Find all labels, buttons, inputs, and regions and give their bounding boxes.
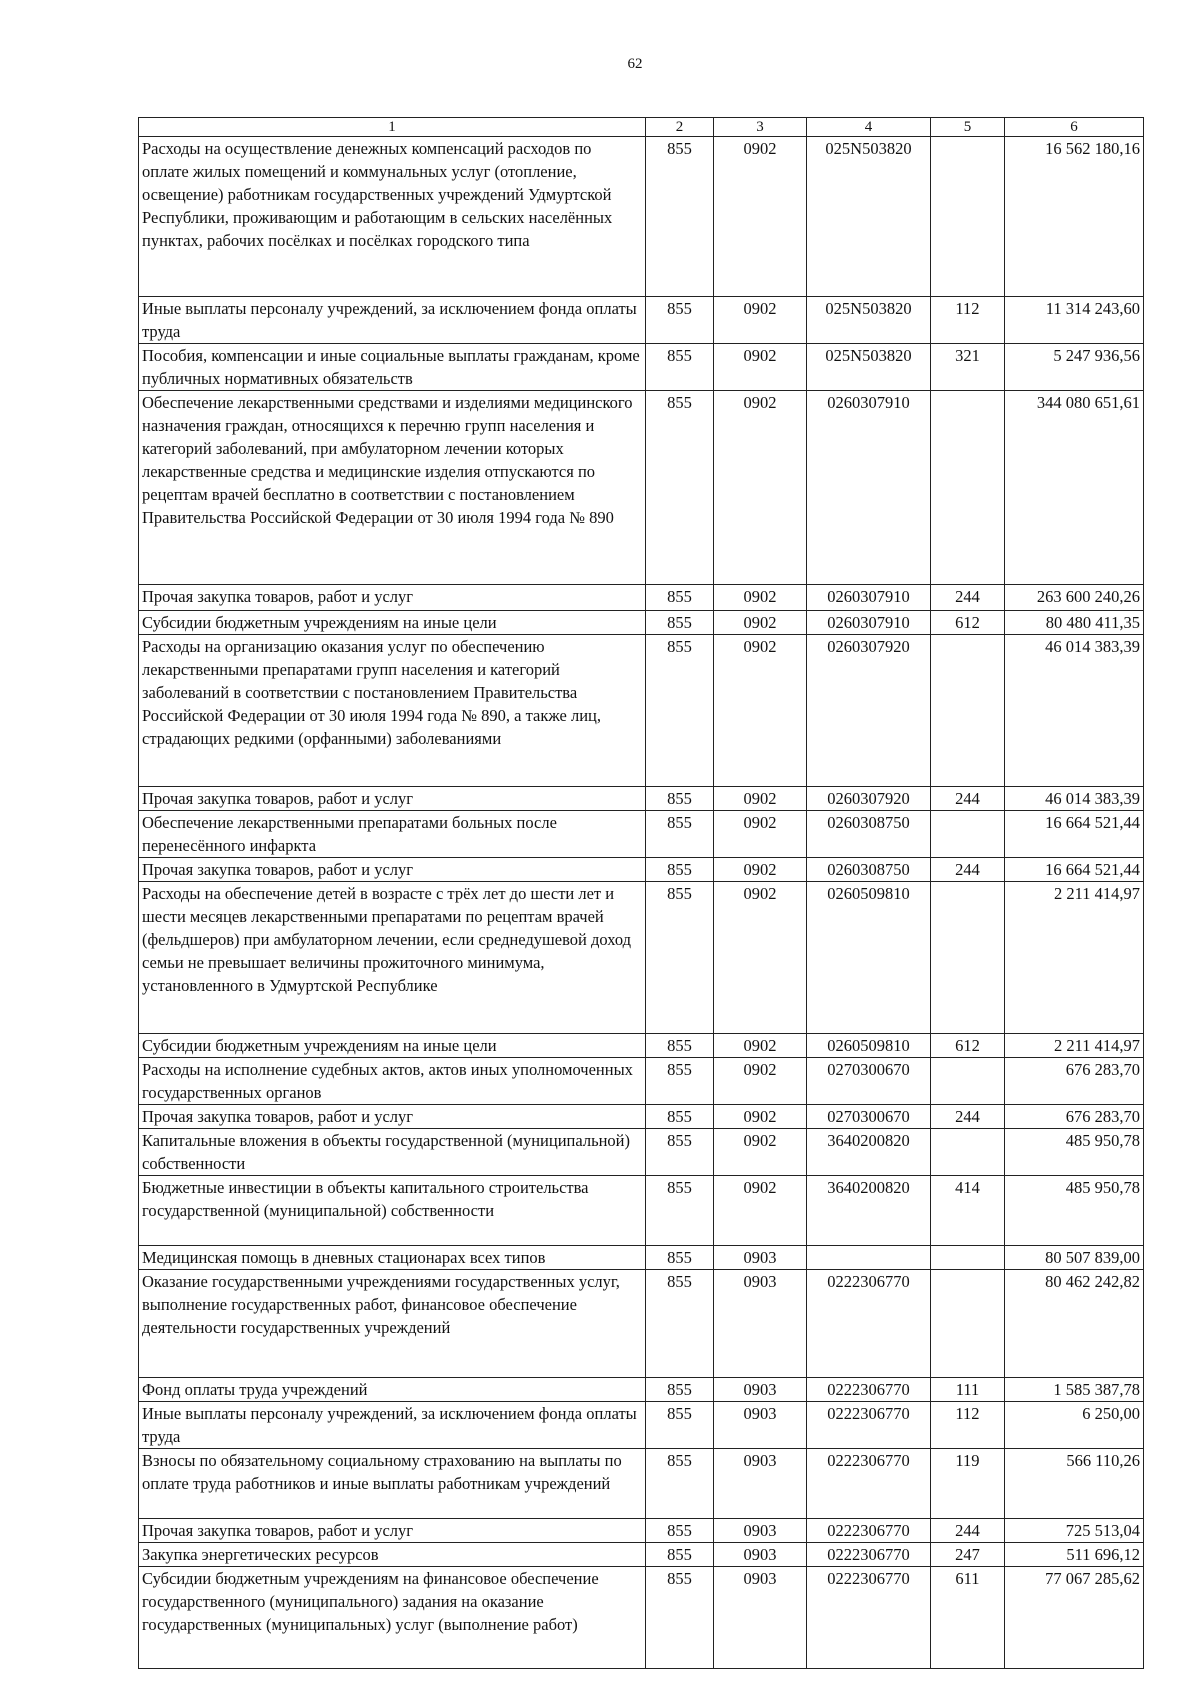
row-col-5: 112: [931, 297, 1005, 344]
row-col-4: 3640200820: [807, 1129, 931, 1176]
row-col-3: 0902: [714, 137, 807, 297]
row-col-4: 0260307910: [807, 391, 931, 585]
row-name: Пособия, компенсации и иные социальные выплаты гражданам, кроме публичных нормативных обязательств: [139, 344, 646, 391]
row-col-6: 344 080 651,61: [1005, 391, 1144, 585]
table-row: [139, 1449, 1144, 1519]
row-col-5: 414: [931, 1176, 1005, 1246]
table-row: [139, 1176, 1144, 1246]
row-name: Оказание государственными учреждениями государственных услуг, выполнение государственных работ, финансовое обеспечение деятельности государственных учреждений: [139, 1270, 646, 1378]
row-name: Иные выплаты персоналу учреждений, за исключением фонда оплаты труда: [139, 1402, 646, 1449]
row-col-3: 0902: [714, 1176, 807, 1246]
row-col-6: 676 283,70: [1005, 1058, 1144, 1105]
table-row: [139, 1105, 1144, 1129]
row-col-6: 6 250,00: [1005, 1402, 1144, 1449]
table-row: [139, 787, 1144, 811]
row-col-5: [931, 1270, 1005, 1378]
row-col-2: 855: [646, 1176, 714, 1246]
table-row: [139, 611, 1144, 635]
row-col-6: 566 110,26: [1005, 1449, 1144, 1519]
row-col-3: 0903: [714, 1378, 807, 1402]
row-col-2: 855: [646, 391, 714, 585]
row-col-3: 0902: [714, 585, 807, 611]
row-col-3: 0903: [714, 1567, 807, 1669]
row-col-2: 855: [646, 1034, 714, 1058]
row-col-6: 2 211 414,97: [1005, 882, 1144, 1034]
row-col-6: 46 014 383,39: [1005, 635, 1144, 787]
row-col-2: 855: [646, 611, 714, 635]
table-row: [139, 1402, 1144, 1449]
row-col-6: 16 664 521,44: [1005, 858, 1144, 882]
row-col-5: [931, 635, 1005, 787]
table-row: [139, 1543, 1144, 1567]
row-col-4: 0222306770: [807, 1378, 931, 1402]
row-col-3: 0902: [714, 297, 807, 344]
row-col-2: 855: [646, 585, 714, 611]
row-col-4: 3640200820: [807, 1176, 931, 1246]
row-col-3: 0902: [714, 1034, 807, 1058]
row-col-2: 855: [646, 635, 714, 787]
table-row: [139, 1246, 1144, 1270]
table-row: [139, 344, 1144, 391]
row-name: Закупка энергетических ресурсов: [139, 1543, 646, 1567]
header-col-6: 6: [1005, 118, 1144, 137]
row-col-2: 855: [646, 1378, 714, 1402]
row-col-5: [931, 1058, 1005, 1105]
row-col-3: 0902: [714, 1058, 807, 1105]
row-col-4: 0260307910: [807, 585, 931, 611]
row-col-2: 855: [646, 1105, 714, 1129]
row-col-3: 0902: [714, 811, 807, 858]
row-col-3: 0902: [714, 882, 807, 1034]
row-col-5: 244: [931, 1519, 1005, 1543]
row-col-5: 611: [931, 1567, 1005, 1669]
row-col-2: 855: [646, 787, 714, 811]
row-col-6: 80 507 839,00: [1005, 1246, 1144, 1270]
row-col-3: 0902: [714, 611, 807, 635]
row-col-6: 263 600 240,26: [1005, 585, 1144, 611]
row-col-3: 0902: [714, 635, 807, 787]
row-col-2: 855: [646, 1058, 714, 1105]
table-row: [139, 1519, 1144, 1543]
row-name: Прочая закупка товаров, работ и услуг: [139, 858, 646, 882]
row-col-6: 46 014 383,39: [1005, 787, 1144, 811]
row-name: Расходы на обеспечение детей в возрасте с трёх лет до шести лет и шести месяцев лекарственными препаратами по рецептам врачей (фельдшеров) при амбулаторном лечении, если среднедушевой доход семьи не превышает величины прожиточного минимума, установленного в Удмуртской Республике: [139, 882, 646, 1034]
row-col-5: [931, 882, 1005, 1034]
table-row: [139, 811, 1144, 858]
row-col-5: 244: [931, 1105, 1005, 1129]
row-col-6: 80 480 411,35: [1005, 611, 1144, 635]
row-col-3: 0902: [714, 1129, 807, 1176]
row-col-3: 0903: [714, 1543, 807, 1567]
row-name: Обеспечение лекарственными средствами и изделиями медицинского назначения граждан, относящихся к перечню групп населения и категорий заболеваний, при амбулаторном лечении которых лекарственные средства и медицинские изделия отпускаются по рецептам врачей бесплатно в соответствии с постановлением Правительства Российской Федерации от 30 июля 1994 года № 890: [139, 391, 646, 585]
row-name: Прочая закупка товаров, работ и услуг: [139, 1519, 646, 1543]
row-col-2: 855: [646, 811, 714, 858]
row-col-2: 855: [646, 1402, 714, 1449]
row-col-2: 855: [646, 1543, 714, 1567]
row-col-5: 321: [931, 344, 1005, 391]
row-name: Медицинская помощь в дневных стационарах всех типов: [139, 1246, 646, 1270]
row-col-4: 0260307920: [807, 635, 931, 787]
row-col-3: 0903: [714, 1519, 807, 1543]
table-row: [139, 1378, 1144, 1402]
row-col-3: 0903: [714, 1402, 807, 1449]
table-row: [139, 1270, 1144, 1378]
table-row: [139, 1129, 1144, 1176]
header-col-1: 1: [139, 118, 646, 137]
row-col-6: 80 462 242,82: [1005, 1270, 1144, 1378]
row-col-6: 676 283,70: [1005, 1105, 1144, 1129]
row-col-3: 0902: [714, 787, 807, 811]
row-col-6: 485 950,78: [1005, 1176, 1144, 1246]
row-col-2: 855: [646, 882, 714, 1034]
row-name: Фонд оплаты труда учреждений: [139, 1378, 646, 1402]
row-col-4: 0222306770: [807, 1270, 931, 1378]
row-col-6: 16 664 521,44: [1005, 811, 1144, 858]
row-col-5: 247: [931, 1543, 1005, 1567]
row-col-4: 0260307920: [807, 787, 931, 811]
row-col-6: 1 585 387,78: [1005, 1378, 1144, 1402]
row-col-4: [807, 1246, 931, 1270]
row-col-4: 0260509810: [807, 882, 931, 1034]
row-col-5: 244: [931, 787, 1005, 811]
row-col-5: 111: [931, 1378, 1005, 1402]
row-col-4: 025N503820: [807, 344, 931, 391]
row-col-5: 112: [931, 1402, 1005, 1449]
row-col-4: 0260308750: [807, 858, 931, 882]
row-col-6: 725 513,04: [1005, 1519, 1144, 1543]
table-row: [139, 137, 1144, 297]
row-col-2: 855: [646, 1519, 714, 1543]
row-name: Прочая закупка товаров, работ и услуг: [139, 787, 646, 811]
row-col-5: 244: [931, 858, 1005, 882]
header-col-5: 5: [931, 118, 1005, 137]
table-row: [139, 1034, 1144, 1058]
row-col-3: 0903: [714, 1449, 807, 1519]
row-col-6: 16 562 180,16: [1005, 137, 1144, 297]
row-name: Расходы на осуществление денежных компенсаций расходов по оплате жилых помещений и коммунальных услуг (отопление, освещение) работникам государственных учреждений Удмуртской Республики, проживающим и работающим в сельских населённых пунктах, рабочих посёлках и посёлках городского типа: [139, 137, 646, 297]
row-col-6: 5 247 936,56: [1005, 344, 1144, 391]
row-name: Прочая закупка товаров, работ и услуг: [139, 1105, 646, 1129]
row-col-3: 0903: [714, 1246, 807, 1270]
row-col-4: 0222306770: [807, 1519, 931, 1543]
row-col-6: 2 211 414,97: [1005, 1034, 1144, 1058]
row-col-2: 855: [646, 1270, 714, 1378]
row-col-5: 244: [931, 585, 1005, 611]
table-row: [139, 391, 1144, 585]
row-name: Иные выплаты персоналу учреждений, за исключением фонда оплаты труда: [139, 297, 646, 344]
row-col-2: 855: [646, 1246, 714, 1270]
row-name: Субсидии бюджетным учреждениям на иные цели: [139, 611, 646, 635]
row-col-4: 0270300670: [807, 1105, 931, 1129]
row-col-4: 0260308750: [807, 811, 931, 858]
budget-table: [138, 117, 1144, 1669]
row-col-5: [931, 1246, 1005, 1270]
row-col-4: 0222306770: [807, 1567, 931, 1669]
row-col-2: 855: [646, 137, 714, 297]
row-col-5: [931, 391, 1005, 585]
row-col-5: 612: [931, 611, 1005, 635]
row-col-2: 855: [646, 1449, 714, 1519]
table-row: [139, 858, 1144, 882]
header-col-3: 3: [714, 118, 807, 137]
row-col-4: 0270300670: [807, 1058, 931, 1105]
page-number: 62: [627, 56, 643, 72]
table-row: [139, 635, 1144, 787]
row-col-2: 855: [646, 858, 714, 882]
row-name: Взносы по обязательному социальному страхованию на выплаты по оплате труда работников и иные выплаты работникам учреждений: [139, 1449, 646, 1519]
row-name: Субсидии бюджетным учреждениям на финансовое обеспечение государственного (муниципального) задания на оказание государственных (муниципальных) услуг (выполнение работ): [139, 1567, 646, 1669]
table-row: [139, 1567, 1144, 1669]
row-col-4: 0222306770: [807, 1543, 931, 1567]
row-col-2: 855: [646, 297, 714, 344]
row-col-4: 0260509810: [807, 1034, 931, 1058]
row-col-5: 612: [931, 1034, 1005, 1058]
row-col-5: [931, 1129, 1005, 1176]
row-name: Обеспечение лекарственными препаратами больных после перенесённого инфаркта: [139, 811, 646, 858]
table-row: [139, 297, 1144, 344]
header-col-4: 4: [807, 118, 931, 137]
row-name: Расходы на организацию оказания услуг по обеспечению лекарственными препаратами групп населения и категорий заболеваний в соответствии с постановлением Правительства Российской Федерации от 30 июля 1994 года № 890, а также лиц, страдающих редкими (орфанными) заболеваниями: [139, 635, 646, 787]
row-col-6: 485 950,78: [1005, 1129, 1144, 1176]
row-name: Субсидии бюджетным учреждениям на иные цели: [139, 1034, 646, 1058]
header-row: [139, 118, 1144, 137]
header-col-2: 2: [646, 118, 714, 137]
table-row: [139, 585, 1144, 611]
row-col-5: [931, 137, 1005, 297]
row-col-4: 0260307910: [807, 611, 931, 635]
row-col-3: 0902: [714, 391, 807, 585]
row-name: Бюджетные инвестиции в объекты капитального строительства государственной (муниципальной) собственности: [139, 1176, 646, 1246]
row-col-2: 855: [646, 1129, 714, 1176]
row-col-3: 0902: [714, 1105, 807, 1129]
table-row: [139, 1058, 1144, 1105]
row-col-3: 0903: [714, 1270, 807, 1378]
row-name: Капитальные вложения в объекты государственной (муниципальной) собственности: [139, 1129, 646, 1176]
row-col-2: 855: [646, 344, 714, 391]
row-col-6: 11 314 243,60: [1005, 297, 1144, 344]
row-name: Прочая закупка товаров, работ и услуг: [139, 585, 646, 611]
row-col-4: 025N503820: [807, 297, 931, 344]
row-name: Расходы на исполнение судебных актов, актов иных уполномоченных государственных органов: [139, 1058, 646, 1105]
row-col-5: 119: [931, 1449, 1005, 1519]
row-col-6: 77 067 285,62: [1005, 1567, 1144, 1669]
row-col-3: 0902: [714, 858, 807, 882]
row-col-4: 025N503820: [807, 137, 931, 297]
row-col-4: 0222306770: [807, 1449, 931, 1519]
row-col-6: 511 696,12: [1005, 1543, 1144, 1567]
row-col-4: 0222306770: [807, 1402, 931, 1449]
row-col-3: 0902: [714, 344, 807, 391]
table-row: [139, 882, 1144, 1034]
row-col-5: [931, 811, 1005, 858]
row-col-2: 855: [646, 1567, 714, 1669]
